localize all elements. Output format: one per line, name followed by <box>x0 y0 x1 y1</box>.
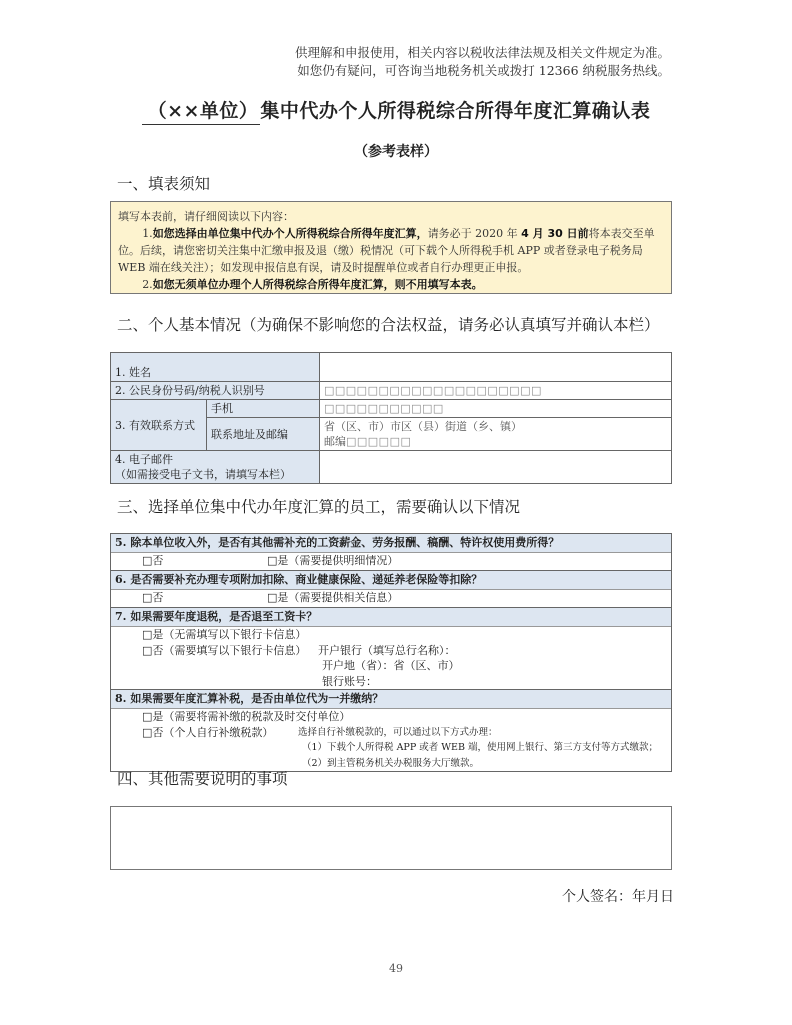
name-label: 1. 姓名 <box>111 353 320 382</box>
q8-no-checkbox[interactable]: □否（个人自行补缴税款） <box>142 725 274 739</box>
confirmation-table <box>110 533 672 772</box>
question-8 <box>111 690 672 772</box>
q8-yes-checkbox[interactable]: □是（需要将需补缴的税款及时交付单位） <box>142 710 351 723</box>
title-main: 集中代办个人所得税综合所得年度汇算确认表 <box>260 100 651 122</box>
q7-yes-checkbox[interactable]: □是（无需填写以下银行卡信息） <box>142 628 307 641</box>
q6-no-checkbox[interactable]: □否 <box>142 591 164 604</box>
bank-name-field[interactable]: 开户银行（填写总行名称）： <box>318 643 456 657</box>
address-template: 省（区、市）市区（县）街道（乡、镇） <box>324 420 522 433</box>
phone-input[interactable]: □□□□□□□□□□□ <box>320 400 672 418</box>
notice-deadline: 4 月 30 日前 <box>521 227 589 240</box>
signature-line: 个人签名：年月日 <box>562 889 674 905</box>
id-label: 2. 公民身份号码/纳税人识别号 <box>111 382 320 400</box>
phone-label: 手机 <box>207 400 320 418</box>
question-7-text: 7. 如果需要年度退税，是否退至工资卡？ <box>111 608 671 627</box>
q5-no-checkbox[interactable]: □否 <box>142 554 164 567</box>
question-5 <box>111 534 672 571</box>
notice-item-1-bold: 如您选择由单位集中代办个人所得税综合所得年度汇算， <box>152 227 428 240</box>
table-row <box>111 451 672 484</box>
q8-method-intro: 选择自行补缴税款的，可以通过以下方式办理： <box>298 726 498 738</box>
page-title <box>0 96 792 125</box>
id-number-input[interactable]: □□□□□□□□□□□□□□□□□□□□ <box>320 382 672 400</box>
postcode-line <box>324 434 667 449</box>
email-input[interactable] <box>320 451 672 484</box>
notice-intro: 填写本表前，请仔细阅读以下内容： <box>118 210 294 223</box>
notice-item-1-text-a: 请务必于 2020 年 <box>427 227 522 240</box>
remarks-textarea[interactable] <box>110 806 672 870</box>
notice-item-1-text-b: 将本表交至单位。后续，请您密切关注集中汇缴申报及退（缴）税情况（可下载个人所得税手机 APP 或者登录电子税务局 WEB 端在线关注）；如发现申报信息有误，请及时提醒单位或者自行办理更正申报。 <box>118 227 655 274</box>
section-3-heading: 三、选择单位集中代办年度汇算的员工，需要确认以下情况 <box>117 498 521 516</box>
notice-item-2-bold: 如您无须单位办理个人所得税综合所得年度汇算，则不用填写本表。 <box>152 278 483 291</box>
address-label: 联系地址及邮编 <box>207 418 320 451</box>
table-row <box>111 400 672 418</box>
section-2-heading: 二、个人基本情况（为确保不影响您的合法权益，请务必认真填写并确认本栏） <box>117 316 660 334</box>
notice-item-1-number: 1. <box>142 227 153 240</box>
name-input[interactable] <box>320 353 672 382</box>
top-note-line-2: 如您仍有疑问，可咨询当地税务机关或拨打 12366 纳税服务热线。 <box>297 63 670 78</box>
q8-method-1: （1）下载个人所得税 APP 或者 WEB 端，使用网上银行、第三方支付等方式缴款； <box>302 742 658 753</box>
contact-label: 3. 有效联系方式 <box>111 400 207 451</box>
q8-method-2: （2）到主管税务机关办税服务大厅缴款。 <box>302 757 480 769</box>
email-label: 4. 电子邮件 <box>115 453 173 466</box>
section-1-heading: 一、填表须知 <box>117 175 211 193</box>
question-6 <box>111 571 672 608</box>
page-subtitle: （参考表样） <box>354 144 438 160</box>
table-row <box>111 382 672 400</box>
postcode-input[interactable]: □□□□□□ <box>346 435 412 448</box>
question-6-text: 6. 是否需要补充办理专项附加扣除、商业健康保险、递延养老保险等扣除？ <box>111 571 671 590</box>
q6-yes-checkbox[interactable]: □是（需要提供相关信息） <box>267 591 399 604</box>
question-7 <box>111 608 672 690</box>
q7-no-checkbox[interactable]: □否（需要填写以下银行卡信息） <box>142 643 307 657</box>
notice-item-2 <box>118 276 664 293</box>
unit-name-field[interactable]: （××单位） <box>142 96 261 125</box>
top-note <box>295 44 670 80</box>
email-label-cell <box>111 451 320 484</box>
postcode-label: 邮编 <box>324 435 346 448</box>
personal-info-table <box>110 352 672 484</box>
table-row <box>111 353 672 382</box>
bank-location-field[interactable]: 开户地（省）：省（区、市） <box>322 659 460 672</box>
top-note-line-1: 供理解和申报使用，相关内容以税收法律法规及相关文件规定为准。 <box>294 45 670 60</box>
page-number: 49 <box>389 962 403 975</box>
question-5-text: 5. 除本单位收入外，是否有其他需补充的工资薪金、劳务报酬、稿酬、特许权使用费所得？ <box>111 534 671 553</box>
email-note: （如需接受电子文书，请填写本栏） <box>115 468 291 481</box>
notice-box <box>110 201 672 294</box>
question-8-text: 8. 如果需要年度汇算补税，是否由单位代为一并缴纳？ <box>111 690 671 709</box>
notice-item-2-number: 2. <box>142 278 153 291</box>
section-4-heading: 四、其他需要说明的事项 <box>117 770 288 788</box>
notice-item-1 <box>118 225 664 276</box>
bank-account-field[interactable]: 银行账号： <box>322 674 377 688</box>
q5-yes-checkbox[interactable]: □是（需要提供明细情况） <box>267 554 399 567</box>
address-input[interactable] <box>320 418 672 451</box>
